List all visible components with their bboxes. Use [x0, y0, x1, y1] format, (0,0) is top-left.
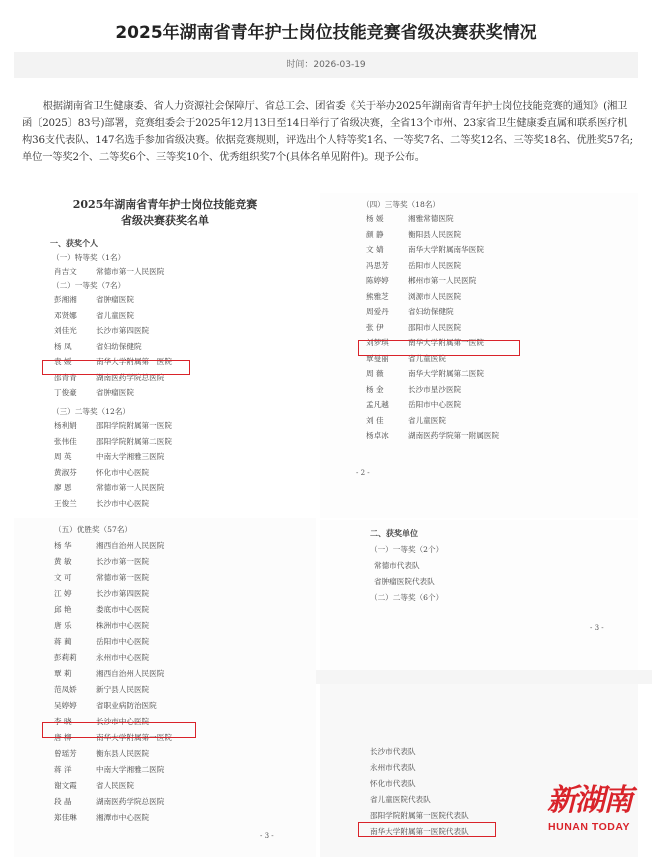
- winner-name: 熊雅芝: [366, 291, 389, 301]
- unit-sub-second: （二）二等奖（6个）: [370, 593, 444, 602]
- winner-org: 长沙市第四医院: [96, 589, 150, 598]
- winner-name: 廖 恩: [54, 483, 72, 492]
- winner-name: 蒋 蔺: [54, 637, 72, 646]
- winner-row: [54, 325, 149, 336]
- winner-row: [366, 275, 476, 286]
- scan-page-1: [14, 188, 316, 518]
- winner-org: 邵阳学院附属第二医院: [96, 436, 172, 446]
- winner-org: 湖南医药学院总医院: [96, 372, 165, 382]
- winner-name: 杨 金: [366, 384, 384, 394]
- winner-org: 娄底市中心医院: [96, 605, 150, 614]
- winner-row: [54, 620, 149, 631]
- winner-org: 长沙市第一医院: [96, 557, 150, 566]
- winner-row: [54, 294, 134, 305]
- winner-org: 湘西自治州人民医院: [96, 541, 165, 550]
- winner-row: [366, 244, 484, 255]
- team-row: 长沙市代表队: [370, 747, 416, 756]
- article-body: 根据湖南省卫生健康委、省人力资源社会保障厅、省总工会、团省委《关于举办2025年湖南省青年护士岗位技能竞赛的通知》(湘卫函〔2025〕83号)部署，竞赛组委会于2025年12月13日至14日举行了省级决赛，全省13个市州、23家省卫生健康委直属和联系医疗机构36支代表队、147名选手参加省级决赛。依据竞赛规则，评选出个人特等奖1名、一等奖7名、二等奖12名、三等奖18名、优胜奖57名;单位一等奖2个、二等奖6个、三等奖10个、优秀组织奖7个(具体名单见附件)。现予公布。: [22, 100, 633, 163]
- winner-org: 南华大学附属第一医院: [96, 357, 172, 366]
- winner-name: 冯思芳: [366, 260, 389, 270]
- winner-row: [54, 310, 134, 321]
- article-title: 2025年湖南省青年护士岗位技能竞赛省级决赛获奖情况: [115, 23, 537, 43]
- winner-name: 邱 艳: [54, 605, 72, 614]
- winner-row: [54, 700, 157, 711]
- winner-name: 刘佳光: [54, 326, 77, 335]
- doc-title-line2: 省级决赛获奖名单: [121, 214, 209, 227]
- winner-org: 省职业病防治医院: [96, 701, 157, 710]
- team-row: 邵阳学院附属第一医院代表队: [370, 811, 469, 820]
- winner-name: 周 英: [54, 452, 72, 461]
- winner-org: 衡阳县人民医院: [408, 229, 462, 239]
- winner-org: 省儿童医院: [408, 415, 446, 425]
- winner-row: [54, 812, 149, 823]
- doc-title-line1: 2025年湖南省青年护士岗位技能竞赛: [72, 198, 258, 211]
- winner-org: 省妇幼保健院: [96, 341, 142, 351]
- winner-org: 株洲市中心医院: [96, 621, 150, 630]
- winner-row: [54, 556, 149, 567]
- winner-row: [366, 213, 454, 224]
- winner-name: 文 可: [54, 573, 72, 582]
- winner-row: [366, 368, 484, 379]
- winner-name: 黄 敏: [54, 557, 72, 566]
- winner-org: 省儿童医院: [408, 353, 446, 363]
- winner-row: [54, 684, 149, 695]
- winner-row: [54, 482, 164, 493]
- winner-name: 覃 莉: [54, 669, 72, 678]
- winner-row: [54, 467, 149, 478]
- winner-name: 周 薇: [366, 369, 384, 378]
- publish-time: 2026-03-19: [313, 60, 366, 70]
- winner-row: [54, 668, 164, 679]
- team-row: 永州市代表队: [370, 763, 416, 772]
- winner-name: 丁俊豪: [54, 388, 77, 397]
- winner-name: 杨利娟: [54, 421, 77, 430]
- winner-row: [54, 266, 164, 277]
- winner-row: [54, 498, 149, 509]
- unit-first-1: 常德市代表队: [374, 561, 420, 570]
- unit-sub-first: （一）一等奖（2个）: [370, 545, 444, 554]
- winner-row: [366, 384, 461, 395]
- winner-name: 张伟佳: [54, 436, 77, 446]
- team-row: 南华大学附属第一医院代表队: [370, 827, 469, 836]
- winner-name: 吴婷婷: [54, 701, 77, 710]
- winner-org: 湖南医药学院总医院: [96, 797, 165, 806]
- winner-name: 范凤娇: [54, 685, 77, 694]
- winner-row: [366, 260, 461, 271]
- winner-name: 唐 乐: [54, 621, 72, 630]
- winner-name: 黄淑芬: [54, 467, 77, 477]
- winner-name: 唐 柳: [54, 733, 72, 742]
- winner-name: 郑佳琳: [54, 813, 77, 822]
- winner-org: 南华大学附属第一医院: [408, 338, 484, 347]
- publish-info: [14, 52, 638, 78]
- winner-org: 常德市第一医院: [96, 573, 150, 582]
- winner-org: 长沙市星沙医院: [408, 384, 462, 394]
- winner-name: 周爱丹: [366, 307, 389, 316]
- winner-org: 省肿瘤医院: [96, 388, 134, 397]
- time-label: 时间：: [286, 60, 314, 70]
- winner-org: 常德市第一人民医院: [96, 267, 165, 276]
- winner-row: [366, 430, 499, 441]
- page-number-3: - 3 -: [260, 832, 274, 840]
- winner-row: [54, 636, 149, 647]
- winner-org: 长沙市中心医院: [96, 498, 150, 508]
- winner-row: [366, 415, 446, 426]
- winner-org: 怀化市中心医院: [96, 467, 150, 477]
- winner-org: 邵阳学院附属第一医院: [96, 421, 172, 430]
- page-gap: [316, 670, 652, 684]
- winner-name: 彭湘湘: [54, 295, 77, 304]
- winner-name: 覃曼丽: [366, 353, 389, 363]
- winner-row: [54, 796, 164, 807]
- winner-org: 常德市第一人民医院: [96, 483, 165, 492]
- winner-row: [54, 764, 164, 775]
- winner-org: 省肿瘤医院: [96, 295, 134, 304]
- page-number-2: - 2 -: [356, 469, 370, 477]
- sub-second: （三）二等奖（12名）: [52, 407, 131, 416]
- winner-org: 岳阳市中心医院: [96, 637, 150, 646]
- winner-row: [54, 451, 164, 462]
- winner-name: 谢文霞: [54, 781, 77, 790]
- winner-org: 省妇幼保健院: [408, 307, 454, 316]
- winner-org: 长沙市中心医院: [96, 717, 150, 726]
- highlight-team: [358, 822, 496, 837]
- winner-name: 李 晓: [54, 717, 72, 726]
- winner-org: 长沙市第四医院: [96, 326, 150, 335]
- winner-org: 省儿童医院: [96, 310, 134, 320]
- winner-name: 张 伊: [366, 322, 384, 332]
- logo-subtitle: HUNAN TODAY: [548, 821, 630, 833]
- winner-row: [54, 748, 149, 759]
- winner-name: 肖吉文: [54, 267, 77, 276]
- winner-org: 湖南医药学院第一附属医院: [408, 431, 500, 440]
- winner-row: [366, 229, 461, 240]
- sub-special: （一）特等奖（1名）: [52, 253, 126, 262]
- winner-org: 邵阳市人民医院: [408, 322, 462, 332]
- section-individual: 一、获奖个人: [50, 238, 98, 248]
- winner-org: 中南大学湘雅三医院: [96, 452, 165, 461]
- winner-row: [54, 780, 134, 791]
- winner-org: 湘雅常德医院: [408, 214, 454, 223]
- winner-name: 陈婷婷: [366, 276, 389, 285]
- winner-org: 岳阳市人民医院: [408, 260, 462, 270]
- sub-first: （二）一等奖（7名）: [52, 281, 126, 290]
- winner-name: 袁 媛: [54, 357, 72, 366]
- winner-name: 孟凡越: [366, 400, 389, 409]
- section-units: 二、获奖单位: [370, 528, 418, 538]
- winner-org: 永州市中心医院: [96, 653, 150, 662]
- winner-name: 文 婧: [366, 245, 384, 254]
- winner-org: 浏源市人民医院: [408, 291, 462, 301]
- winner-row: [54, 588, 149, 599]
- scan-page-4: [320, 520, 638, 670]
- winner-row: [54, 420, 172, 431]
- winner-name: 蒋 洋: [54, 765, 72, 774]
- winner-row: [54, 436, 172, 447]
- page-number-4: - 3 -: [590, 624, 604, 632]
- winner-org: 衡东县人民医院: [96, 749, 150, 758]
- winner-name: 杨 凤: [54, 341, 72, 351]
- winner-row: [54, 572, 149, 583]
- winner-row: [54, 604, 149, 615]
- winner-org: 省人民医院: [96, 781, 134, 790]
- winner-name: 彭莉莉: [54, 653, 77, 662]
- winner-name: 邵青青: [54, 372, 77, 382]
- winner-row: [366, 322, 461, 333]
- winner-name: 刘 佳: [366, 415, 384, 425]
- winner-name: 杨 媛: [366, 214, 384, 223]
- winner-row: [54, 341, 142, 352]
- winner-org: 湘西自治州人民医院: [96, 669, 165, 678]
- winner-name: 邓贤娜: [54, 310, 77, 320]
- winner-org: 岳阳市中心医院: [408, 400, 462, 409]
- highlight-merit-prize: [42, 722, 196, 738]
- winner-name: 段 晶: [54, 797, 72, 806]
- winner-row: [54, 652, 149, 663]
- highlight-first-prize: [42, 360, 190, 375]
- hunan-today-logo: [534, 775, 644, 845]
- winner-org: 新宁县人民医院: [96, 685, 150, 694]
- sub-third: （四）三等奖（18名）: [362, 200, 441, 209]
- sub-merit: （五）优胜奖（57名）: [54, 525, 133, 534]
- scan-page-3: [14, 518, 316, 857]
- winner-row: [54, 540, 164, 551]
- team-row: 怀化市代表队: [370, 779, 416, 788]
- winner-row: [366, 291, 461, 302]
- winner-name: 刘梦琪: [366, 338, 389, 347]
- winner-org: 湘潭市中心医院: [96, 813, 150, 822]
- winner-org: 南华大学附属南华医院: [408, 245, 484, 254]
- highlight-third-prize: [358, 340, 520, 356]
- winner-row: [366, 306, 454, 317]
- winner-row: [54, 387, 134, 398]
- winner-org: 郴州市第一人民医院: [408, 276, 477, 285]
- winner-org: 中南大学湘雅二医院: [96, 765, 165, 774]
- winner-name: 王俊兰: [54, 498, 77, 508]
- logo-text: 新湖南: [547, 783, 631, 818]
- unit-first-2: 省肿瘤医院代表队: [374, 577, 435, 586]
- winner-name: 曾瑶芳: [54, 749, 77, 758]
- team-row: 省儿童医院代表队: [370, 795, 431, 804]
- winner-name: 颜 静: [366, 229, 384, 239]
- winner-name: 江 婷: [54, 589, 72, 598]
- winner-org: 南华大学附属第二医院: [408, 369, 484, 378]
- winner-row: [366, 399, 461, 410]
- winner-name: 杨 华: [54, 541, 72, 550]
- winner-org: 南华大学附属第一医院: [96, 733, 172, 742]
- winner-name: 杨卓冰: [366, 431, 389, 440]
